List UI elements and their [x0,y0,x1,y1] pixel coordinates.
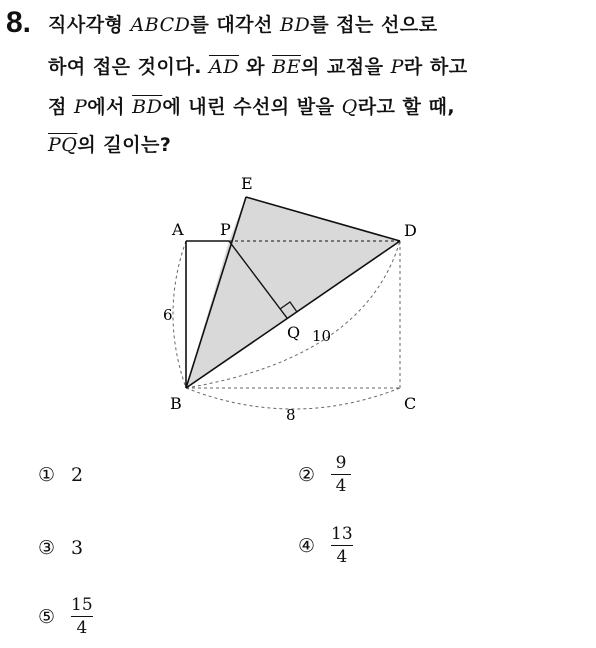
option-marker: ① [38,464,56,486]
question-line-1 [48,10,438,37]
denominator: 4 [336,547,348,567]
math-bd: BD [280,14,311,36]
text: 를 접는 선으로 [310,14,438,36]
question-number: 8. [6,6,32,39]
label-e: E [241,174,253,193]
denominator: 4 [76,618,88,638]
length-ab: 6 [163,306,173,324]
option-fraction [71,594,93,639]
label-p: P [220,220,231,239]
option-fraction [331,452,351,497]
length-bd: 10 [312,327,332,345]
label-d: D [404,221,417,240]
text: 하여 접은 것이다. [48,56,210,78]
label-c: C [404,394,417,413]
segment-ad: $\overline{AD}$ [209,56,240,78]
denominator: 4 [335,476,347,496]
option-value: 3 [71,537,84,559]
text: 라 하고 [403,56,468,78]
option-2[interactable] [298,452,351,497]
question-line-3 [48,92,455,119]
label-a: A [172,220,184,239]
segment-be: $\overline{BE}$ [272,56,301,78]
label-b: B [170,394,182,413]
geometry-figure [150,168,440,428]
option-marker: ③ [38,537,56,559]
text: 에서 [87,96,133,118]
option-1[interactable] [38,464,83,486]
option-value: 2 [71,464,84,486]
numerator: 9 [335,453,347,473]
option-marker: ② [298,463,316,486]
text: 를 대각선 [190,14,280,36]
option-3[interactable] [38,537,83,559]
text: 에 내린 수선의 발을 [162,96,342,118]
math-p: P [390,56,404,78]
text: 직사각형 [48,14,131,36]
option-marker: ④ [298,534,316,557]
math-q: Q [341,96,358,118]
option-marker: ⑤ [38,605,56,628]
text: 의 길이는? [77,134,172,156]
question-line-2 [48,52,468,79]
math-abcd: ABCD [130,14,191,36]
math-p: P [73,96,88,118]
text: 와 [239,56,273,78]
text: 라고 할 때, [357,96,456,118]
question-line-4 [48,130,171,157]
segment-pq: $\overline{PQ}$ [48,134,78,156]
text: 점 [48,96,74,118]
option-fraction [331,523,353,568]
option-4[interactable] [298,523,353,568]
arc-ab [173,241,186,388]
segment-bd: $\overline{BD}$ [132,96,163,118]
length-bc: 8 [286,406,296,424]
label-q: Q [287,323,301,342]
numerator: 13 [331,524,353,544]
numerator: 15 [71,595,93,615]
text: 의 교점을 [300,56,391,78]
option-5[interactable] [38,594,93,639]
